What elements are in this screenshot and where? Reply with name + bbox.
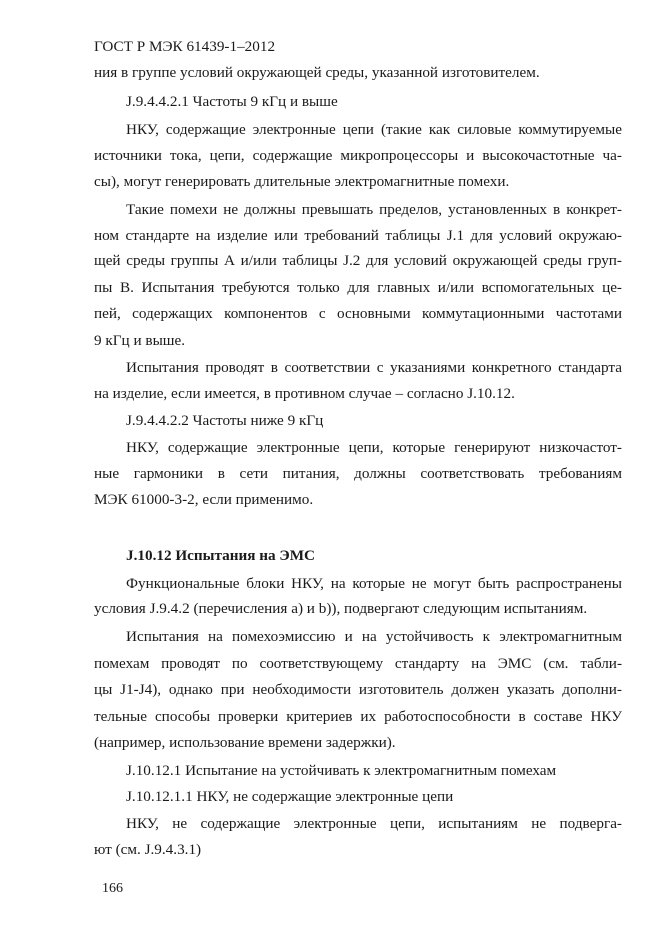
text-line: НКУ, содержащие электронные цепи (такие как силовые коммутируемые	[126, 121, 622, 138]
section-title: J.10.12 Испытания на ЭМС	[126, 547, 316, 564]
text-line: тельные способы проверки критериев их работоспособности в составе НКУ	[94, 708, 622, 725]
text-line: условия J.9.4.2 (перечисления а) и b)), подвергают следующим испытаниям.	[94, 600, 588, 617]
text-line: пей, содержащих компонентов с основными коммутационными частотами	[94, 305, 622, 322]
text-line: НКУ, содержащие электронные цепи, которые генерируют низкочастот-	[126, 439, 622, 456]
text-line: Испытания на помехоэмиссию и на устойчивость к электромагнитным	[126, 628, 622, 645]
text-line: щей среды группы А и/или таблицы J.2 для условий окружающей среды груп-	[94, 252, 622, 269]
text-line: Такие помехи не должны превышать пределов, установленных в конкрет-	[126, 201, 622, 218]
text-line: Испытания проводят в соответствии с указаниями конкретного стандарта	[126, 359, 622, 376]
text-line: пы В. Испытания требуются только для главных и/или вспомогательных це-	[94, 279, 622, 296]
text-line: источники тока, цепи, содержащие микропроцессоры и высокочастотные ча-	[94, 147, 622, 164]
text-line: ные гармоники в сети питания, должны соответствовать требованиям	[94, 465, 622, 482]
section-heading: J.9.4.4.2.1 Частоты 9 кГц и выше	[126, 93, 338, 110]
text-line: (например, использование времени задержки).	[94, 734, 396, 751]
text-line: Функциональные блоки НКУ, на которые не могут быть распространены	[126, 575, 622, 592]
text-line: ют (см. J.9.4.3.1)	[94, 841, 202, 858]
document-header: ГОСТ Р МЭК 61439-1–2012	[94, 38, 276, 55]
section-heading: J.9.4.4.2.2 Частоты ниже 9 кГц	[126, 412, 324, 429]
text-line: 9 кГц и выше.	[94, 332, 186, 349]
text-line: на изделие, если имеется, в противном случае – согласно J.10.12.	[94, 385, 515, 402]
text-line: ном стандарте на изделие или требований таблицы J.1 для условий окружаю-	[94, 227, 622, 244]
text-line: МЭК 61000-3-2, если применимо.	[94, 491, 314, 508]
text-line: НКУ, не содержащие электронные цепи, испытаниям не подверга-	[126, 815, 622, 832]
section-heading: J.10.12.1.1 НКУ, не содержащие электронные цепи	[126, 788, 454, 805]
section-heading: J.10.12.1 Испытание на устойчивать к электромагнитным помехам	[126, 762, 557, 779]
page-number: 166	[102, 881, 123, 896]
text-line: цы J1-J4), однако при необходимости изготовитель должен указать дополни-	[94, 681, 622, 698]
text-line: помехам проводят по соответствующему стандарту на ЭМС (см. табли-	[94, 655, 622, 672]
text-line: сы), могут генерировать длительные электромагнитные помехи.	[94, 173, 510, 190]
text-line: ния в группе условий окружающей среды, указанной изготовителем.	[94, 64, 540, 81]
